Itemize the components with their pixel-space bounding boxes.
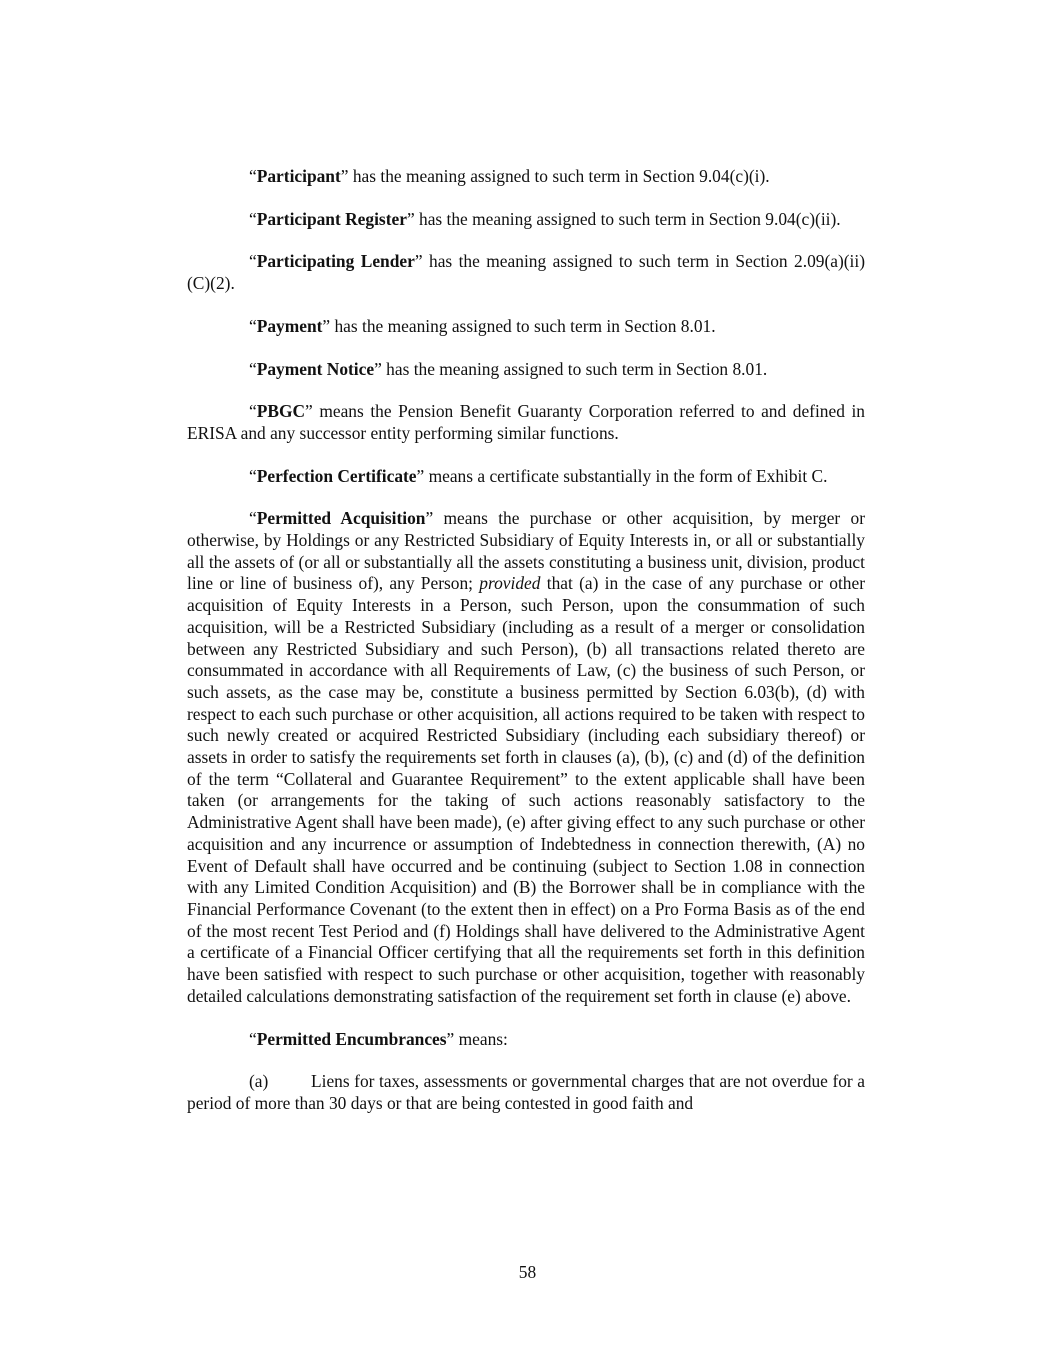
defined-term: PBGC	[256, 401, 306, 422]
defined-term: Participant	[256, 166, 341, 186]
open-quote: “	[249, 166, 257, 186]
definition-participating-lender	[187, 251, 865, 294]
document-body	[187, 166, 865, 1115]
definition-text: ” has the meaning assigned to such term in Section 9.04(c)(i).	[340, 166, 770, 186]
open-quote: “	[249, 465, 257, 486]
definition-participant	[187, 166, 865, 188]
clause-a	[187, 1071, 865, 1114]
open-quote: “	[249, 508, 257, 529]
clause-label: (a)	[249, 1071, 269, 1092]
definition-payment	[187, 316, 865, 338]
definition-participant-register	[187, 209, 865, 231]
definition-text-continued: that (a) in the case of any purchase or other acquisition of Equity Interests in a Person, such Person, upon the consummation of such acquisition, will be a Restricted Subsidiary (including as a result of a merger or consolidation between any Restricted Subsidiary and such Person), (b) all transactions related thereto are consummated in accordance with all Requirements of Law, (c) the business of such Person, or such assets, as the case may be, constitute a business permitted by Section 6.03(b), (d) with respect to each such purchase or other acquisition, all actions required to be taken with respect to such newly created or acquired Restricted Subsidiary (including each subsidiary thereof) or assets in order to satisfy the requirements set forth in clauses (a), (b), (c) and (d) of the definition of the term “Collateral and Guarantee Requirement” to the extent applicable shall have been taken (or arrangements for the taking of such actions reasonably satisfactory to the Administrative Agent shall have been made), (e) after giving effect to any such purchase or other acquisition and any incurrence or assumption of Indebtedness in connection therewith, (A) no Event of Default shall have occurred and be continuing (subject to Section 1.08 in connection with any Limited Condition Acquisition) and (B) the Borrower shall be in compliance with the Financial Performance Covenant (to the extent then in effect) on a Pro Forma Basis as of the end of the most recent Test Period and (f) Holdings shall have delivered to the Administrative Agent a certificate of a Financial Officer certifying that all the requirements set forth in this definition have been satisfied with respect to such purchase or other acquisition, together with reasonably detailed calculations demonstrating satisfaction of the requirement set forth in clause (e) above.	[187, 573, 865, 1006]
italic-word: provided	[479, 573, 541, 594]
definition-permitted-acquisition	[187, 508, 865, 1007]
defined-term: Perfection Certificate	[256, 465, 417, 486]
page-number: 58	[518, 1262, 537, 1282]
definition-perfection-certificate	[187, 466, 865, 488]
definition-text: ” has the meaning assigned to such term in Section 8.01.	[374, 358, 768, 379]
definition-permitted-encumbrances	[187, 1029, 865, 1051]
defined-term: Participant Register	[256, 208, 407, 229]
defined-term: Permitted Acquisition	[256, 508, 426, 529]
definition-text: ” means a certificate substantially in the form of Exhibit C.	[416, 465, 828, 486]
definition-text: ” has the meaning assigned to such term in Section 2.09(a)(ii)(C)(2).	[187, 251, 866, 294]
open-quote: “	[249, 315, 257, 336]
definition-text: ” has the meaning assigned to such term in Section 8.01.	[322, 315, 716, 336]
definition-payment-notice	[187, 359, 865, 381]
defined-term: Payment	[256, 315, 323, 336]
open-quote: “	[249, 251, 257, 272]
open-quote: “	[249, 208, 257, 229]
open-quote: “	[249, 401, 257, 422]
clause-text: Liens for taxes, assessments or governmental charges that are not overdue for a period of more than 30 days or that are being contested in good faith and	[187, 1071, 865, 1113]
definition-text: ” has the meaning assigned to such term in Section 9.04(c)(ii).	[406, 208, 841, 229]
defined-term: Payment Notice	[256, 358, 375, 379]
open-quote: “	[249, 358, 257, 379]
open-quote: “	[249, 1028, 257, 1049]
defined-term: Participating Lender	[256, 251, 415, 272]
defined-term: Permitted Encumbrances	[256, 1028, 447, 1049]
definition-text: ” means the Pension Benefit Guaranty Corporation referred to and defined in ERISA and any successor entity performing similar functions.	[187, 401, 865, 443]
definition-text: ” means the purchase or other acquisition, by merger or otherwise, by Holdings or any Restricted Subsidiary of Equity Interests in, or all or substantially all the assets of (or all or substantially all the assets constituting a business unit, division, product line or line of business of), any Person;	[187, 508, 865, 594]
definition-text: ” means:	[446, 1028, 508, 1049]
definition-pbgc	[187, 401, 865, 444]
